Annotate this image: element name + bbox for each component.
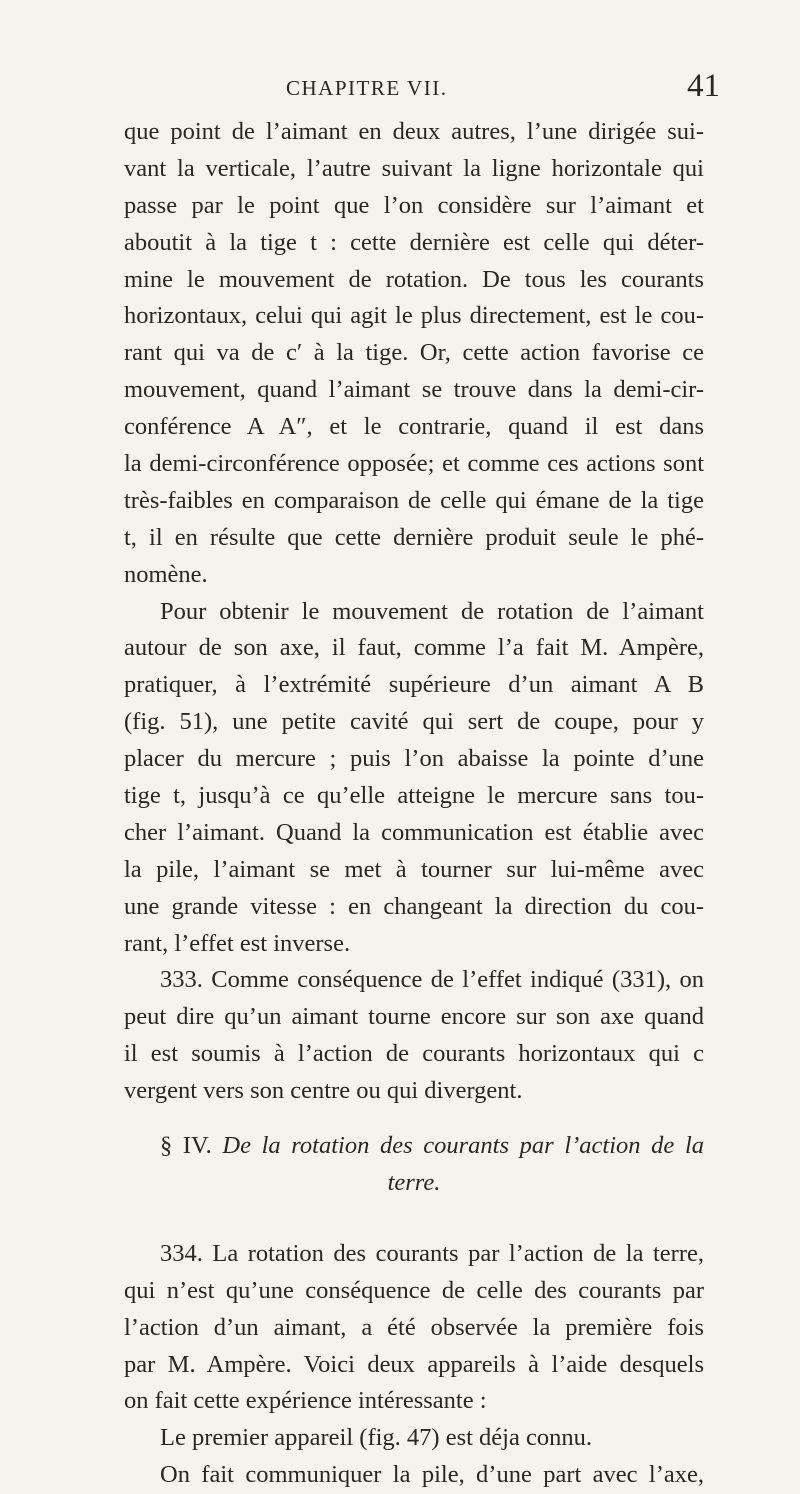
section-heading-line — [124, 1128, 704, 1165]
text-line: Pour obtenir le mouvement de rotation de l’aimant — [160, 597, 704, 625]
page-header — [0, 66, 800, 106]
text-line: (fig. 51), une petite cavité qui sert de coupe, pour y — [124, 708, 704, 736]
text-line: mouvement, quand l’aimant se trouve dans la demi-cir- — [124, 376, 704, 404]
spacer — [124, 1110, 704, 1128]
text-line: une grande vitesse : en changeant la direction du cou- — [124, 892, 704, 920]
text-line: Le premier appareil (fig. 47) est déja connu. — [160, 1424, 592, 1452]
paragraph-1 — [124, 114, 704, 594]
paragraph-4 — [124, 1236, 704, 1420]
paragraph-3 — [124, 962, 704, 1110]
text-line: qui n’est qu’une conséquence de celle des courants par — [124, 1276, 704, 1304]
text-line: aboutit à la tige t : cette dernière est celle qui déter- — [124, 228, 704, 256]
text-line: passe par le point que l’on considère sur l’aimant et — [124, 191, 704, 219]
text-line: par M. Ampère. Voici deux appareils à l’aide desquels — [124, 1350, 704, 1378]
text-line: mine le mouvement de rotation. De tous les courants — [124, 265, 704, 293]
text-line: vant la verticale, l’autre suivant la ligne horizontale qui — [124, 154, 704, 182]
body-text — [124, 114, 704, 1494]
spacer — [124, 1202, 704, 1236]
text-line: on fait cette expérience intéressante : — [124, 1387, 487, 1415]
text-line: horizontaux, celui qui agit le plus directement, est le cou- — [124, 302, 704, 330]
section-heading — [124, 1128, 704, 1202]
text-line: très-faibles en comparaison de celle qui émane de la tige — [124, 486, 704, 514]
running-title: CHAPITRE VII. — [286, 76, 448, 100]
section-mark: § IV. — [160, 1132, 212, 1160]
text-line: placer du mercure ; puis l’on abaisse la pointe d’une — [124, 745, 704, 773]
text-line: conférence A A″, et le contrarie, quand il est dans — [124, 413, 704, 441]
text-line: la demi-circonférence opposée; et comme ces actions sont — [124, 450, 704, 478]
text-line: peut dire qu’un aimant tourne encore sur son axe quand — [124, 1003, 704, 1031]
text-line: nomène. — [124, 560, 208, 588]
text-line: pratiquer, à l’extrémité supérieure d’un aimant A B — [124, 671, 704, 699]
text-line: 333. Comme conséquence de l’effet indiqué (331), on — [160, 966, 704, 994]
text-line: 334. La rotation des courants par l’action de la terre, — [160, 1239, 704, 1267]
text-line: vergent vers son centre ou qui divergent. — [124, 1077, 523, 1105]
text-line: il est soumis à l’action de courants horizontaux qui c — [124, 1040, 704, 1068]
paragraph-5 — [124, 1420, 704, 1494]
text-line: cher l’aimant. Quand la communication est établie avec — [124, 818, 704, 846]
page-number: 41 — [687, 68, 720, 104]
paragraph-2-body — [124, 630, 704, 962]
text-line: la pile, l’aimant se met à tourner sur lui-même avec — [124, 855, 704, 883]
text-line: l’action d’un aimant, a été observée la première fois — [124, 1313, 704, 1341]
text-line: On fait communiquer la pile, d’une part avec l’axe, — [160, 1461, 704, 1489]
section-heading-text: De la rotation des courants par l’action de la — [222, 1132, 705, 1160]
text-line: tige t, jusqu’à ce qu’elle atteigne le mercure sans tou- — [124, 782, 704, 810]
text-line: rant qui va de c′ à la tige. Or, cette action favorise ce — [124, 339, 704, 367]
text-line: t, il en résulte que cette dernière produit seule le phé- — [124, 523, 704, 551]
text-line: rant, l’effet est inverse. — [124, 929, 351, 957]
text-line: que point de l’aimant en deux autres, l’une dirigée sui- — [124, 118, 704, 145]
section-heading-line: terre. — [387, 1168, 441, 1196]
paragraph-2 — [124, 594, 704, 631]
text-line: autour de son axe, il faut, comme l’a fait M. Ampère, — [124, 634, 704, 662]
